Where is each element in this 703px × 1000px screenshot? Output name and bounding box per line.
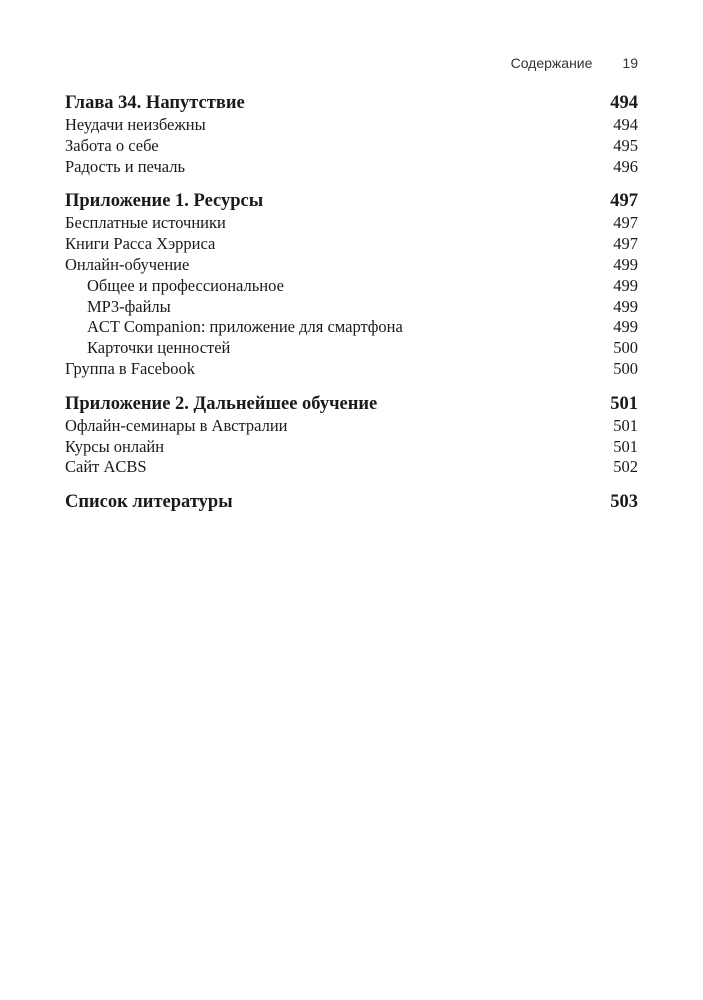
toc-entry-page: 494 <box>613 115 638 134</box>
toc-entry-title: Сайт ACBS <box>65 457 147 477</box>
toc-heading-title: Список литературы <box>65 492 233 513</box>
toc-entry-title: Неудачи неизбежны <box>65 115 206 134</box>
toc-entry-title: Курсы онлайн <box>65 436 165 456</box>
toc-entry <box>65 359 638 380</box>
toc-entry-page: 499 <box>613 296 638 316</box>
toc-heading <box>65 189 638 213</box>
toc-entry-title: Общее и профессиональное <box>87 275 284 295</box>
toc-entry-title: ACT Companion: приложение для смартфона <box>87 317 403 337</box>
toc-entry-page: 499 <box>613 275 638 295</box>
toc-heading-title: Приложение 2. Дальнейшее обучение <box>65 393 378 414</box>
toc-heading-title: Приложение 1. Ресурсы <box>65 191 264 212</box>
toc-section <box>65 189 638 379</box>
toc-entry-page: 499 <box>613 254 638 274</box>
running-header-page-number: 19 <box>622 55 638 71</box>
toc-entry-page: 502 <box>613 457 638 477</box>
toc-entry <box>65 338 638 359</box>
toc-entry <box>65 437 638 458</box>
toc-heading-page: 501 <box>610 393 638 414</box>
toc-entry-page: 500 <box>613 338 638 358</box>
toc-entry-title: Группа в Facebook <box>65 358 195 378</box>
toc-entry <box>65 115 638 136</box>
toc-entry <box>65 213 638 234</box>
toc-heading-page: 503 <box>610 492 638 513</box>
toc-section <box>65 392 638 478</box>
toc-entry-page: 501 <box>613 415 638 435</box>
toc-entry-title: Радость и печаль <box>65 156 185 176</box>
toc-entry-page: 497 <box>613 213 638 233</box>
toc-entry <box>65 317 638 338</box>
running-header <box>0 55 638 71</box>
toc-section <box>65 91 638 177</box>
toc-heading <box>65 392 638 416</box>
toc-entry-page: 495 <box>613 135 638 155</box>
running-header-title: Содержание <box>510 55 593 71</box>
table-of-contents <box>65 91 638 526</box>
toc-entry-page: 500 <box>613 358 638 378</box>
toc-section <box>65 490 638 514</box>
toc-entry-title: Забота о себе <box>65 135 159 155</box>
toc-heading-page: 494 <box>610 93 638 113</box>
toc-entry-title: Книги Расса Хэрриса <box>65 234 216 254</box>
toc-entry-title: Бесплатные источники <box>65 213 226 233</box>
toc-entry <box>65 136 638 157</box>
toc-entry <box>65 255 638 276</box>
toc-entry-title: MP3-файлы <box>87 296 171 316</box>
toc-entry <box>65 276 638 297</box>
toc-entry <box>65 234 638 255</box>
toc-entry-page: 501 <box>613 436 638 456</box>
toc-entry-title: Онлайн-обучение <box>65 254 190 274</box>
toc-entry <box>65 297 638 318</box>
toc-entry-page: 496 <box>613 156 638 176</box>
toc-heading-page: 497 <box>610 191 638 212</box>
toc-heading-title: Глава 34. Напутствие <box>65 93 245 113</box>
toc-entry-title: Карточки ценностей <box>87 338 231 358</box>
toc-entry-page: 499 <box>613 317 638 337</box>
toc-entry-title: Офлайн-семинары в Австралии <box>65 415 288 435</box>
toc-heading <box>65 490 638 514</box>
toc-entry <box>65 157 638 178</box>
toc-heading <box>65 91 638 115</box>
toc-entry-page: 497 <box>613 234 638 254</box>
toc-entry <box>65 416 638 437</box>
toc-entry <box>65 457 638 478</box>
